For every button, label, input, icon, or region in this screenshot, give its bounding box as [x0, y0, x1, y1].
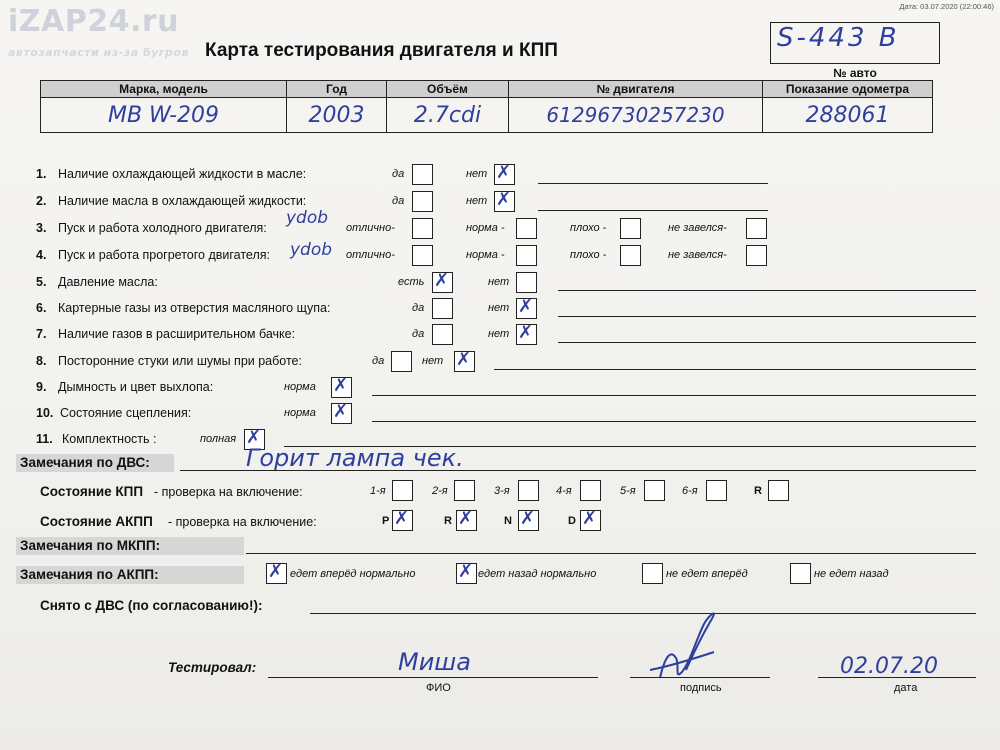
check-mark-icon: ✗ [333, 375, 349, 396]
option-label: норма - [466, 222, 505, 234]
checkbox[interactable] [580, 510, 601, 531]
checkbox[interactable] [494, 191, 515, 212]
option-label: не едет вперёд [666, 568, 748, 580]
option-label: плохо - [570, 249, 607, 261]
checkbox[interactable] [620, 245, 641, 266]
option-label: да [372, 355, 385, 367]
gear-label: 4-я [556, 485, 572, 497]
check-mark-icon: ✗ [518, 322, 534, 343]
auto-number-label: № авто [833, 66, 877, 80]
item-number: 9. [36, 380, 47, 394]
gear-label: D [568, 515, 576, 527]
gear-label: R [754, 485, 762, 497]
check-mark-icon: ✗ [394, 508, 410, 529]
checkbox[interactable] [432, 272, 453, 293]
item-label: Картерные газы из отверстия масляного щупа: [58, 301, 331, 315]
checkbox[interactable] [432, 298, 453, 319]
item-number: 3. [36, 221, 47, 235]
option-label: не завелся- [668, 249, 727, 261]
value-odometer: 288061 [763, 98, 933, 133]
checkbox[interactable] [620, 218, 641, 239]
check-mark-icon: ✗ [496, 162, 512, 183]
check-mark-icon: ✗ [458, 561, 474, 582]
checkbox[interactable] [768, 480, 789, 501]
option-label: нет [488, 328, 510, 340]
date-caption: дата [894, 682, 918, 694]
check-mark-icon: ✗ [582, 508, 598, 529]
check-mark-icon: ✗ [246, 427, 262, 448]
item-label: Дымность и цвет выхлопа: [58, 380, 214, 394]
header-col-model: Марка, модель [41, 81, 287, 98]
value-year: 2003 [287, 98, 387, 133]
option-label: плохо - [570, 222, 607, 234]
checkbox[interactable] [790, 563, 811, 584]
check-mark-icon: ✗ [520, 508, 536, 529]
option-label: едет вперёд нормально [290, 568, 416, 580]
item-label: Комплектность : [62, 432, 157, 446]
answer-line [818, 677, 976, 678]
auto-number-value: S-443 B [770, 22, 940, 64]
check-mark-icon: ✗ [458, 508, 474, 529]
kpp-suffix: - проверка на включение: [154, 485, 303, 499]
checkbox[interactable] [706, 480, 727, 501]
checkbox[interactable] [516, 324, 537, 345]
option-label: нет [488, 302, 510, 314]
header-col-odometer: Показание одометра [763, 81, 933, 98]
checkbox[interactable] [412, 245, 433, 266]
check-mark-icon: ✗ [434, 270, 450, 291]
vehicle-header-table [40, 80, 933, 133]
option-label: полная [200, 433, 237, 445]
checkbox[interactable] [331, 403, 352, 424]
option-label: не завелся- [668, 222, 727, 234]
checkbox[interactable] [456, 510, 477, 531]
signature-caption: подпись [680, 682, 722, 694]
check-mark-icon: ✗ [268, 561, 284, 582]
answer-line [494, 369, 976, 370]
checkbox[interactable] [456, 563, 477, 584]
answer-line [630, 677, 770, 678]
checkbox[interactable] [454, 351, 475, 372]
checkbox[interactable] [266, 563, 287, 584]
option-label: отлично- [346, 222, 395, 234]
mkpp-remarks-label: Замечания по МКПП: [20, 538, 161, 553]
item-label: Наличие масла в охлаждающей жидкости: [58, 194, 307, 208]
value-model: MB W-209 [41, 98, 287, 133]
header-col-volume: Объём [387, 81, 509, 98]
checkbox[interactable] [392, 510, 413, 531]
checkbox[interactable] [518, 510, 539, 531]
checkbox[interactable] [412, 191, 433, 212]
checkbox[interactable] [580, 480, 601, 501]
item-label: Посторонние стуки или шумы при работе: [58, 354, 302, 368]
gear-label: P [382, 515, 390, 527]
checkbox[interactable] [454, 480, 475, 501]
answer-line [246, 553, 976, 554]
check-mark-icon: ✗ [496, 189, 512, 210]
gear-label: R [444, 515, 452, 527]
option-label: норма [284, 381, 316, 393]
gear-label: 2-я [432, 485, 448, 497]
value-volume: 2.7cdi [387, 98, 509, 133]
answer-line [558, 316, 976, 317]
option-label: да [412, 302, 425, 314]
item-number: 7. [36, 327, 47, 341]
checkbox[interactable] [746, 245, 767, 266]
gear-label: 3-я [494, 485, 510, 497]
option-label: есть [398, 276, 425, 288]
checkbox[interactable] [518, 480, 539, 501]
checkbox[interactable] [644, 480, 665, 501]
watermark-tagline: автозапчасти из-за бугров [8, 46, 189, 59]
handwritten-note: ydob [290, 240, 333, 260]
check-mark-icon: ✗ [518, 296, 534, 317]
name-caption: ФИО [426, 682, 451, 694]
option-label: отлично- [346, 249, 395, 261]
item-label: Давление масла: [58, 275, 158, 289]
gear-label: N [504, 515, 512, 527]
gear-label: 6-я [682, 485, 698, 497]
answer-line [538, 210, 768, 211]
engine-remarks-label: Замечания по ДВС: [20, 455, 150, 470]
answer-line [180, 470, 976, 471]
tester-name: Миша [398, 648, 471, 676]
header-col-year: Год [287, 81, 387, 98]
option-label: нет [422, 355, 444, 367]
checkbox[interactable] [392, 480, 413, 501]
option-label: нет [488, 276, 510, 288]
akpp-suffix: - проверка на включение: [168, 515, 317, 529]
page-title: Карта тестирования двигателя и КПП [205, 40, 558, 61]
answer-line [372, 395, 976, 396]
checkbox[interactable] [391, 351, 412, 372]
option-label: да [392, 168, 405, 180]
item-number: 8. [36, 354, 47, 368]
answer-line [372, 421, 976, 422]
item-label: Состояние сцепления: [60, 406, 192, 420]
answer-line [268, 677, 598, 678]
item-label: Наличие охлаждающей жидкости в масле: [58, 167, 307, 181]
akpp-label: Состояние АКПП [40, 514, 153, 529]
item-number: 2. [36, 194, 47, 208]
item-label: Пуск и работа прогретого двигателя: [58, 248, 270, 262]
checkbox[interactable] [331, 377, 352, 398]
answer-line [558, 290, 976, 291]
item-label: Пуск и работа холодного двигателя: [58, 221, 267, 235]
option-label: не едет назад [814, 568, 889, 580]
engine-remarks-value: Горит лампа чек. [246, 444, 464, 472]
removed-label: Снято с ДВС (по согласованию!): [40, 598, 263, 613]
option-label: едет назад нормально [478, 568, 597, 580]
option-label: норма - [466, 249, 505, 261]
item-number: 6. [36, 301, 47, 315]
value-engine-number: 61296730257230 [509, 98, 763, 133]
test-date: 02.07.20 [840, 654, 938, 679]
checkbox[interactable] [494, 164, 515, 185]
item-number: 10. [36, 406, 54, 420]
item-number: 5. [36, 275, 47, 289]
check-mark-icon: ✗ [333, 401, 349, 422]
checkbox[interactable] [516, 298, 537, 319]
checkbox[interactable] [412, 218, 433, 239]
item-number: 11. [36, 432, 53, 446]
checkbox[interactable] [516, 218, 537, 239]
handwritten-note: ydob [286, 208, 329, 228]
item-label: Наличие газов в расширительном бачке: [58, 327, 296, 341]
option-label: нет [466, 195, 488, 207]
scan-date-stamp: Дата: 03.07.2020 (22:00:46) [899, 2, 994, 11]
gear-label: 5-я [620, 485, 636, 497]
option-label: нет [466, 168, 488, 180]
option-label: да [392, 195, 405, 207]
kpp-label: Состояние КПП [40, 484, 144, 499]
checkbox[interactable] [412, 164, 433, 185]
site-watermark: iZAP24.ru [8, 4, 180, 39]
item-number: 1. [36, 167, 47, 181]
akpp-remarks-label: Замечания по АКПП: [20, 567, 159, 582]
checkbox[interactable] [516, 245, 537, 266]
checkbox[interactable] [432, 324, 453, 345]
tested-by-label: Тестировал: [168, 660, 257, 675]
check-mark-icon: ✗ [456, 349, 472, 370]
checkbox[interactable] [642, 563, 663, 584]
header-col-engine-number: № двигателя [509, 81, 763, 98]
checkbox[interactable] [516, 272, 537, 293]
answer-line [558, 342, 976, 343]
answer-line [538, 183, 768, 184]
item-number: 4. [36, 248, 47, 262]
option-label: норма [284, 407, 316, 419]
checkbox[interactable] [746, 218, 767, 239]
gear-label: 1-я [370, 485, 386, 497]
option-label: да [412, 328, 425, 340]
